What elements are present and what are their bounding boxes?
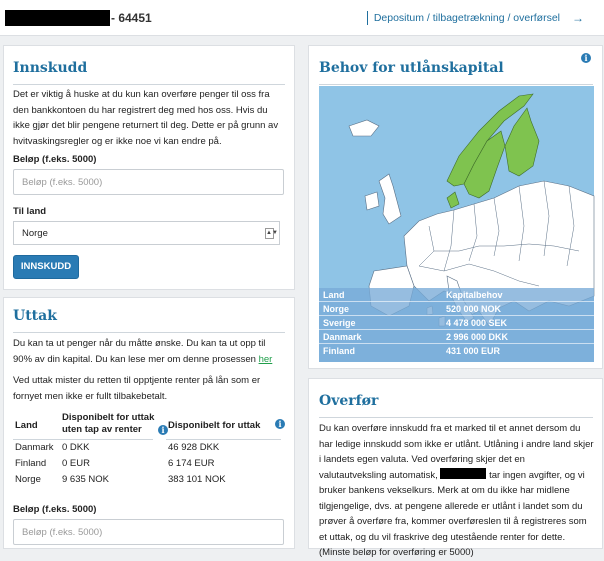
capital-row-land: Norge bbox=[323, 304, 350, 314]
map-country-iceland bbox=[349, 120, 379, 136]
uttak-row-land: Norge bbox=[15, 474, 41, 485]
capital-row bbox=[319, 316, 594, 330]
innskudd-button[interactable]: INNSKUDD bbox=[13, 255, 79, 279]
uttak-card bbox=[3, 297, 295, 549]
capital-row bbox=[319, 330, 594, 344]
capital-row-kap: 4 478 000 SEK bbox=[446, 318, 508, 328]
redacted-name bbox=[5, 10, 110, 26]
uttak-read-more-link[interactable]: her bbox=[258, 353, 273, 365]
overfor-title: Overfør bbox=[319, 393, 593, 418]
capital-row-land: Finland bbox=[323, 346, 355, 356]
uttak-row-uten: 9 635 NOK bbox=[62, 474, 109, 485]
uttak-col-uten: Disponibelt for uttak uten tap av renter bbox=[62, 412, 155, 435]
innskudd-card bbox=[3, 45, 295, 290]
uttak-col-land: Land bbox=[15, 420, 38, 431]
table-divider bbox=[166, 439, 281, 440]
capital-row bbox=[319, 302, 594, 316]
account-number: - 64451 bbox=[111, 11, 152, 25]
table-divider bbox=[13, 439, 153, 440]
top-bar bbox=[0, 0, 604, 36]
info-icon[interactable]: i bbox=[581, 53, 591, 63]
capital-row-kap: 2 996 000 DKK bbox=[446, 332, 509, 342]
overfor-text bbox=[319, 421, 595, 561]
innskudd-amount-input[interactable]: Beløp (f.eks. 5000) bbox=[13, 169, 284, 195]
uttak-row-uten: 0 DKK bbox=[62, 442, 90, 453]
country-select-value: Norge bbox=[22, 228, 48, 239]
breadcrumb[interactable] bbox=[367, 11, 584, 25]
behov-title: Behov for utlånskapital bbox=[319, 60, 593, 85]
uttak-title: Uttak bbox=[13, 308, 285, 333]
uttak-table bbox=[13, 408, 285, 490]
uttak-text-1 bbox=[13, 336, 285, 367]
uttak-row-land: Danmark bbox=[15, 442, 54, 453]
map-country-denmark bbox=[447, 192, 459, 208]
country-select[interactable] bbox=[13, 221, 280, 245]
uttak-row-disp: 383 101 NOK bbox=[168, 474, 226, 485]
redacted-company bbox=[440, 468, 486, 479]
innskudd-amount-label: Beløp (f.eks. 5000) bbox=[13, 154, 97, 165]
capital-row bbox=[319, 344, 594, 358]
overfor-text-b: tar ingen avgifter, og vi bruker bankens vekselkurs. Merk at om du ikke har midlene tilgjengelige, dvs. at pengene allerede er utlånt i landet som du prøver å overføre fra, kommer overføreslen til å registreres som et uttak, og du vil fraskrive deg utestående renter for dette. (Minste beløp for overføring er 5000) bbox=[319, 469, 587, 558]
uttak-col-disp: Disponibelt for uttak bbox=[168, 420, 261, 431]
breadcrumb-divider bbox=[367, 11, 368, 25]
uttak-text-2: Ved uttak mister du retten til opptjente renter på lån som er fornyet men ikke er fullt tilbakebetalt. bbox=[13, 375, 261, 402]
capital-row-land: Sverige bbox=[323, 318, 356, 328]
overfor-card bbox=[308, 378, 603, 558]
info-icon[interactable]: i bbox=[275, 419, 285, 429]
uttak-row-disp: 6 174 EUR bbox=[168, 458, 215, 469]
breadcrumb-link[interactable]: Depositum / tilbagetrækning / overførsel bbox=[373, 12, 560, 24]
uttak-amount-label: Beløp (f.eks. 5000) bbox=[13, 504, 97, 515]
uttak-row-land: Finland bbox=[15, 458, 47, 469]
uttak-row-disp: 46 928 DKK bbox=[168, 442, 220, 453]
capital-col-land: Land bbox=[323, 290, 345, 300]
select-caret-icon: ▲▼ bbox=[265, 228, 274, 239]
map-country-finland bbox=[505, 108, 539, 176]
map-country-ireland bbox=[365, 192, 379, 210]
country-label: Til land bbox=[13, 206, 47, 217]
behov-card bbox=[308, 45, 603, 369]
innskudd-text: Det er viktig å huske at du kun kan overføre penger til oss fra den bankkontoen du har registrert deg med hos oss. Hvis du ikke gjør det blir pengene returnert til deg. Dette er på grunn av hvitvaskingsregler og er ikke noe vi kan endre på. bbox=[13, 89, 279, 147]
capital-row-kap: 520 000 NOK bbox=[446, 304, 502, 314]
innskudd-title: Innskudd bbox=[13, 60, 285, 85]
europe-map bbox=[319, 86, 594, 362]
overfor-text-a: Du kan overføre innskudd fra et marked til et annet dersom du har ledige innskudd som ikke er utlånt. Utlåning i andre land skjer i landets egen valuta. Ved overføring skjer det en valutautveksling automatisk, bbox=[319, 423, 594, 481]
info-icon[interactable]: i bbox=[158, 425, 168, 435]
uttak-row-uten: 0 EUR bbox=[62, 458, 90, 469]
capital-row-land: Danmark bbox=[323, 332, 362, 342]
uttak-amount-input[interactable]: Beløp (f.eks. 5000) bbox=[13, 519, 284, 545]
capital-need-table bbox=[319, 288, 594, 362]
capital-row-kap: 431 000 EUR bbox=[446, 346, 501, 356]
arrow-right-icon[interactable]: → bbox=[572, 11, 584, 25]
map-country-uk bbox=[379, 174, 401, 224]
capital-header-row bbox=[319, 288, 594, 302]
capital-col-kap: Kapitalbehov bbox=[446, 290, 503, 300]
uttak-text-1-body: Du kan ta ut penger når du måtte ønske. Du kan ta ut opp til 90% av din kapital. Du kan lese mer om denne prosessen bbox=[13, 338, 266, 365]
